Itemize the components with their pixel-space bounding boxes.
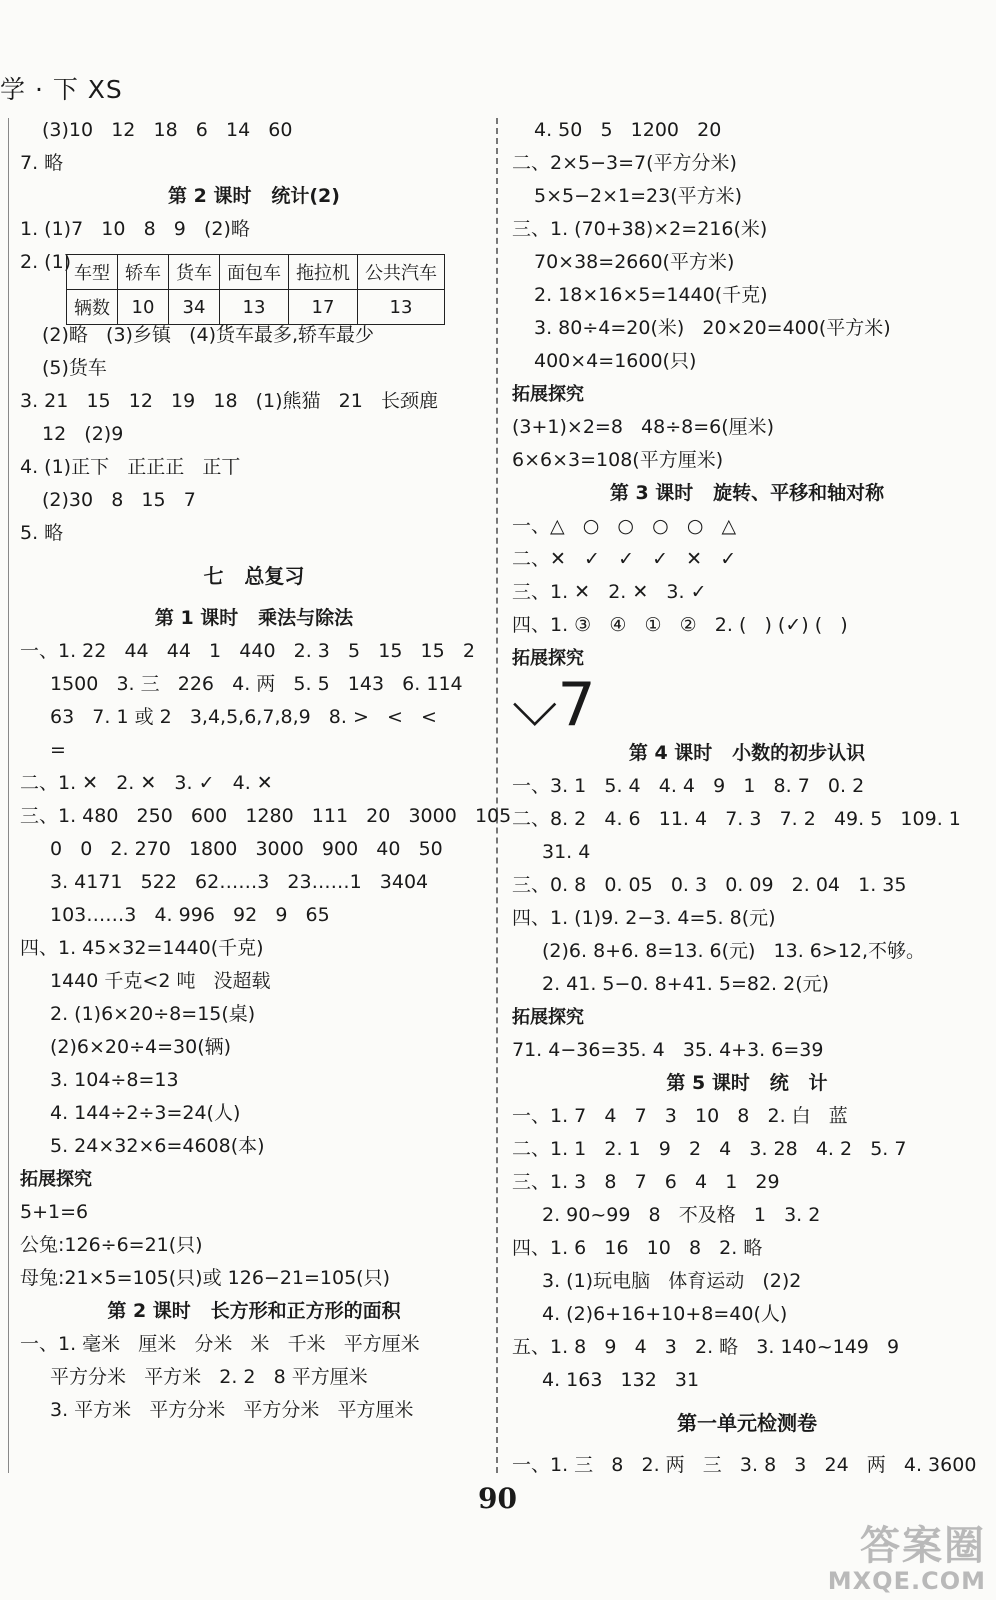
answer-line: 一、1. 毫米 厘米 分米 米 千米 平方厘米 xyxy=(20,1333,420,1355)
answer-line: (5)货车 xyxy=(42,357,107,379)
answer-line: 5×5−2×1=23(平方米) xyxy=(534,185,743,207)
answer-line: 四、1. 45×32=1440(千克) xyxy=(20,937,264,959)
table-cell: 34 xyxy=(169,290,220,325)
answer-line: (2)6. 8+6. 8=13. 6(元) 13. 6>12,不够。 xyxy=(542,940,926,962)
lesson-title: 第 4 课时 小数的初步认识 xyxy=(628,742,866,764)
answer-line: 一、1. 22 44 44 1 440 2. 3 5 15 15 2 xyxy=(20,640,475,662)
answer-line: 公兔:126÷6=21(只) xyxy=(20,1234,203,1256)
answer-line: 3. 4171 522 62……3 23……1 3404 xyxy=(50,871,429,893)
answer-line: (2)略 (3)乡镇 (4)货车最多,轿车最少 xyxy=(42,324,375,346)
answer-line: 4. 144÷2÷3=24(人) xyxy=(50,1102,241,1124)
answer-line: 二、✕ ✓ ✓ ✓ ✕ ✓ xyxy=(512,548,737,570)
answer-line: 2. (1)6×20÷8=15(桌) xyxy=(50,1003,256,1025)
answer-line: 二、8. 2 4. 6 11. 4 7. 3 7. 2 49. 5 109. 1 xyxy=(512,808,961,830)
answer-line: 6×6×3=108(平方厘米) xyxy=(512,449,724,471)
answer-line: 一、3. 1 5. 4 4. 4 9 1 8. 7 0. 2 xyxy=(512,775,865,797)
answer-line: 2. 90~99 8 不及格 1 3. 2 xyxy=(542,1204,821,1226)
right-column xyxy=(512,114,982,1482)
answer-line: 400×4=1600(只) xyxy=(534,350,697,372)
answer-line: 4. (1)正下 正正正 正丅 xyxy=(20,456,241,478)
extension-heading: 拓展探究 xyxy=(512,648,584,669)
answer-line: 63 7. 1 或 2 3,4,5,6,7,8,9 8. > < < xyxy=(50,706,437,728)
left-border-line xyxy=(8,118,9,1473)
table-cell: 17 xyxy=(289,290,358,325)
answer-line: (3)10 12 18 6 14 60 xyxy=(42,119,293,141)
answer-line: 2. (1) xyxy=(20,251,72,273)
answer-line: 1440 千克<2 吨 没超载 xyxy=(50,970,271,992)
answer-line: 二、1. ✕ 2. ✕ 3. ✓ 4. ✕ xyxy=(20,772,273,794)
answer-line: 103……3 4. 996 92 9 65 xyxy=(50,904,330,926)
vehicle-count-table xyxy=(66,254,445,325)
answer-line: 4. (2)6+16+10+8=40(人) xyxy=(542,1303,788,1325)
answer-line: 31. 4 xyxy=(542,841,591,863)
table-cell: 13 xyxy=(358,290,445,325)
answer-line: 3. 21 15 12 19 18 (1)熊猫 21 长颈鹿 xyxy=(20,390,438,412)
answer-line: 2. 41. 5−0. 8+41. 5=82. 2(元) xyxy=(542,973,830,995)
answer-line: (2)6×20÷4=30(辆) xyxy=(50,1036,232,1058)
answer-line: 二、1. 1 2. 1 9 2 4 3. 28 4. 2 5. 7 xyxy=(512,1138,907,1160)
lesson-title: 第 3 课时 旋转、平移和轴对称 xyxy=(609,482,885,504)
extension-heading: 拓展探究 xyxy=(20,1169,92,1190)
table-cell: 13 xyxy=(220,290,289,325)
answer-line: 4. 50 5 1200 20 xyxy=(534,119,722,141)
answer-line: 一、1. 7 4 7 3 10 8 2. 白 蓝 xyxy=(512,1105,848,1127)
table-cell: 货车 xyxy=(169,255,220,290)
answer-line: 3. 104÷8=13 xyxy=(50,1069,179,1091)
answer-line: 三、1. (70+38)×2=216(米) xyxy=(512,218,768,240)
answer-line: 4. 163 132 31 xyxy=(542,1369,700,1391)
watermark-text: 答案圈 xyxy=(860,1523,986,1569)
extension-heading: 拓展探究 xyxy=(512,1007,584,1028)
table-cell: 辆数 xyxy=(67,290,118,325)
answer-line: 5. 略 xyxy=(20,522,64,544)
chapter-title: 七 总复习 xyxy=(203,564,305,588)
answer-line: 5. 24×32×6=4608(本) xyxy=(50,1135,265,1157)
answer-line: 12 (2)9 xyxy=(42,423,124,445)
lesson-title: 第 1 课时 乘法与除法 xyxy=(154,607,354,629)
answer-line: 7. 略 xyxy=(20,152,64,174)
watermark-logo xyxy=(828,1524,986,1594)
answer-line: 三、1. 3 8 7 6 4 1 29 xyxy=(512,1171,780,1193)
answer-line: (3+1)×2=8 48÷8=6(厘米) xyxy=(512,416,775,438)
column-divider xyxy=(496,118,498,1473)
table-cell: 轿车 xyxy=(118,255,169,290)
answer-line: = xyxy=(50,739,66,761)
answer-line: 3. 平方米 平方分米 平方分米 平方厘米 xyxy=(50,1399,414,1421)
watermark-url: MXQE.COM xyxy=(827,1567,986,1595)
answer-line: 四、1. 6 16 10 8 2. 略 xyxy=(512,1237,763,1259)
table-cell: 车型 xyxy=(67,255,118,290)
answer-line: 70×38=2660(平方米) xyxy=(534,251,735,273)
table-cell: 面包车 xyxy=(220,255,289,290)
answer-line: 四、1. ③ ④ ① ② 2. ( ) (✓) ( ) xyxy=(512,614,848,636)
extension-heading: 拓展探究 xyxy=(512,384,584,405)
answer-line: 3. 80÷4=20(米) 20×20=400(平方米) xyxy=(534,317,891,339)
table-cell: 10 xyxy=(118,290,169,325)
answer-line: 二、2×5−3=7(平方分米) xyxy=(512,152,737,174)
table-row xyxy=(67,255,445,290)
answer-line: 2. 18×16×5=1440(千克) xyxy=(534,284,768,306)
answer-line: 71. 4−36=35. 4 35. 4+3. 6=39 xyxy=(512,1039,824,1061)
table-cell: 公共汽车 xyxy=(358,255,445,290)
answer-line: (2)30 8 15 7 xyxy=(42,489,196,511)
answer-line: 四、1. (1)9. 2−3. 4=5. 8(元) xyxy=(512,907,776,929)
answer-line: 五、1. 8 9 4 3 2. 略 3. 140~149 9 xyxy=(512,1336,900,1358)
answer-line: 一、1. 三 8 2. 两 三 3. 8 3 24 两 4. 3600 xyxy=(512,1454,977,1476)
page-header: 学 · 下 XS xyxy=(0,75,123,104)
lesson-title: 第 2 课时 长方形和正方形的面积 xyxy=(107,1300,401,1322)
answer-line: 5+1=6 xyxy=(20,1201,89,1223)
answer-line: 平方分米 平方米 2. 2 8 平方厘米 xyxy=(50,1366,368,1388)
answer-line: 母兔:21×5=105(只)或 126−21=105(只) xyxy=(20,1267,391,1289)
shape-answer-glyph: ⌵7 xyxy=(512,670,596,740)
lesson-title: 第 2 课时 统计(2) xyxy=(168,185,340,207)
answer-line: 1. (1)7 10 8 9 (2)略 xyxy=(20,218,250,240)
table-row xyxy=(67,290,445,325)
answer-line: 三、1. ✕ 2. ✕ 3. ✓ xyxy=(512,581,707,603)
table-cell: 拖拉机 xyxy=(289,255,358,290)
answer-line: 三、0. 8 0. 05 0. 3 0. 09 2. 04 1. 35 xyxy=(512,874,907,896)
answer-line: 3. (1)玩电脑 体育运动 (2)2 xyxy=(542,1270,802,1292)
test-title: 第一单元检测卷 xyxy=(677,1411,817,1435)
lesson-title: 第 5 课时 统 计 xyxy=(666,1072,828,1094)
answer-line: 1500 3. 三 226 4. 两 5. 5 143 6. 114 xyxy=(50,673,463,695)
answer-line: 三、1. 480 250 600 1280 111 20 3000 105 xyxy=(20,805,512,827)
answer-line: 一、△ ○ ○ ○ ○ △ xyxy=(512,515,737,537)
page-number: 90 xyxy=(478,1482,517,1515)
answer-line: 0 0 2. 270 1800 3000 900 40 50 xyxy=(50,838,443,860)
